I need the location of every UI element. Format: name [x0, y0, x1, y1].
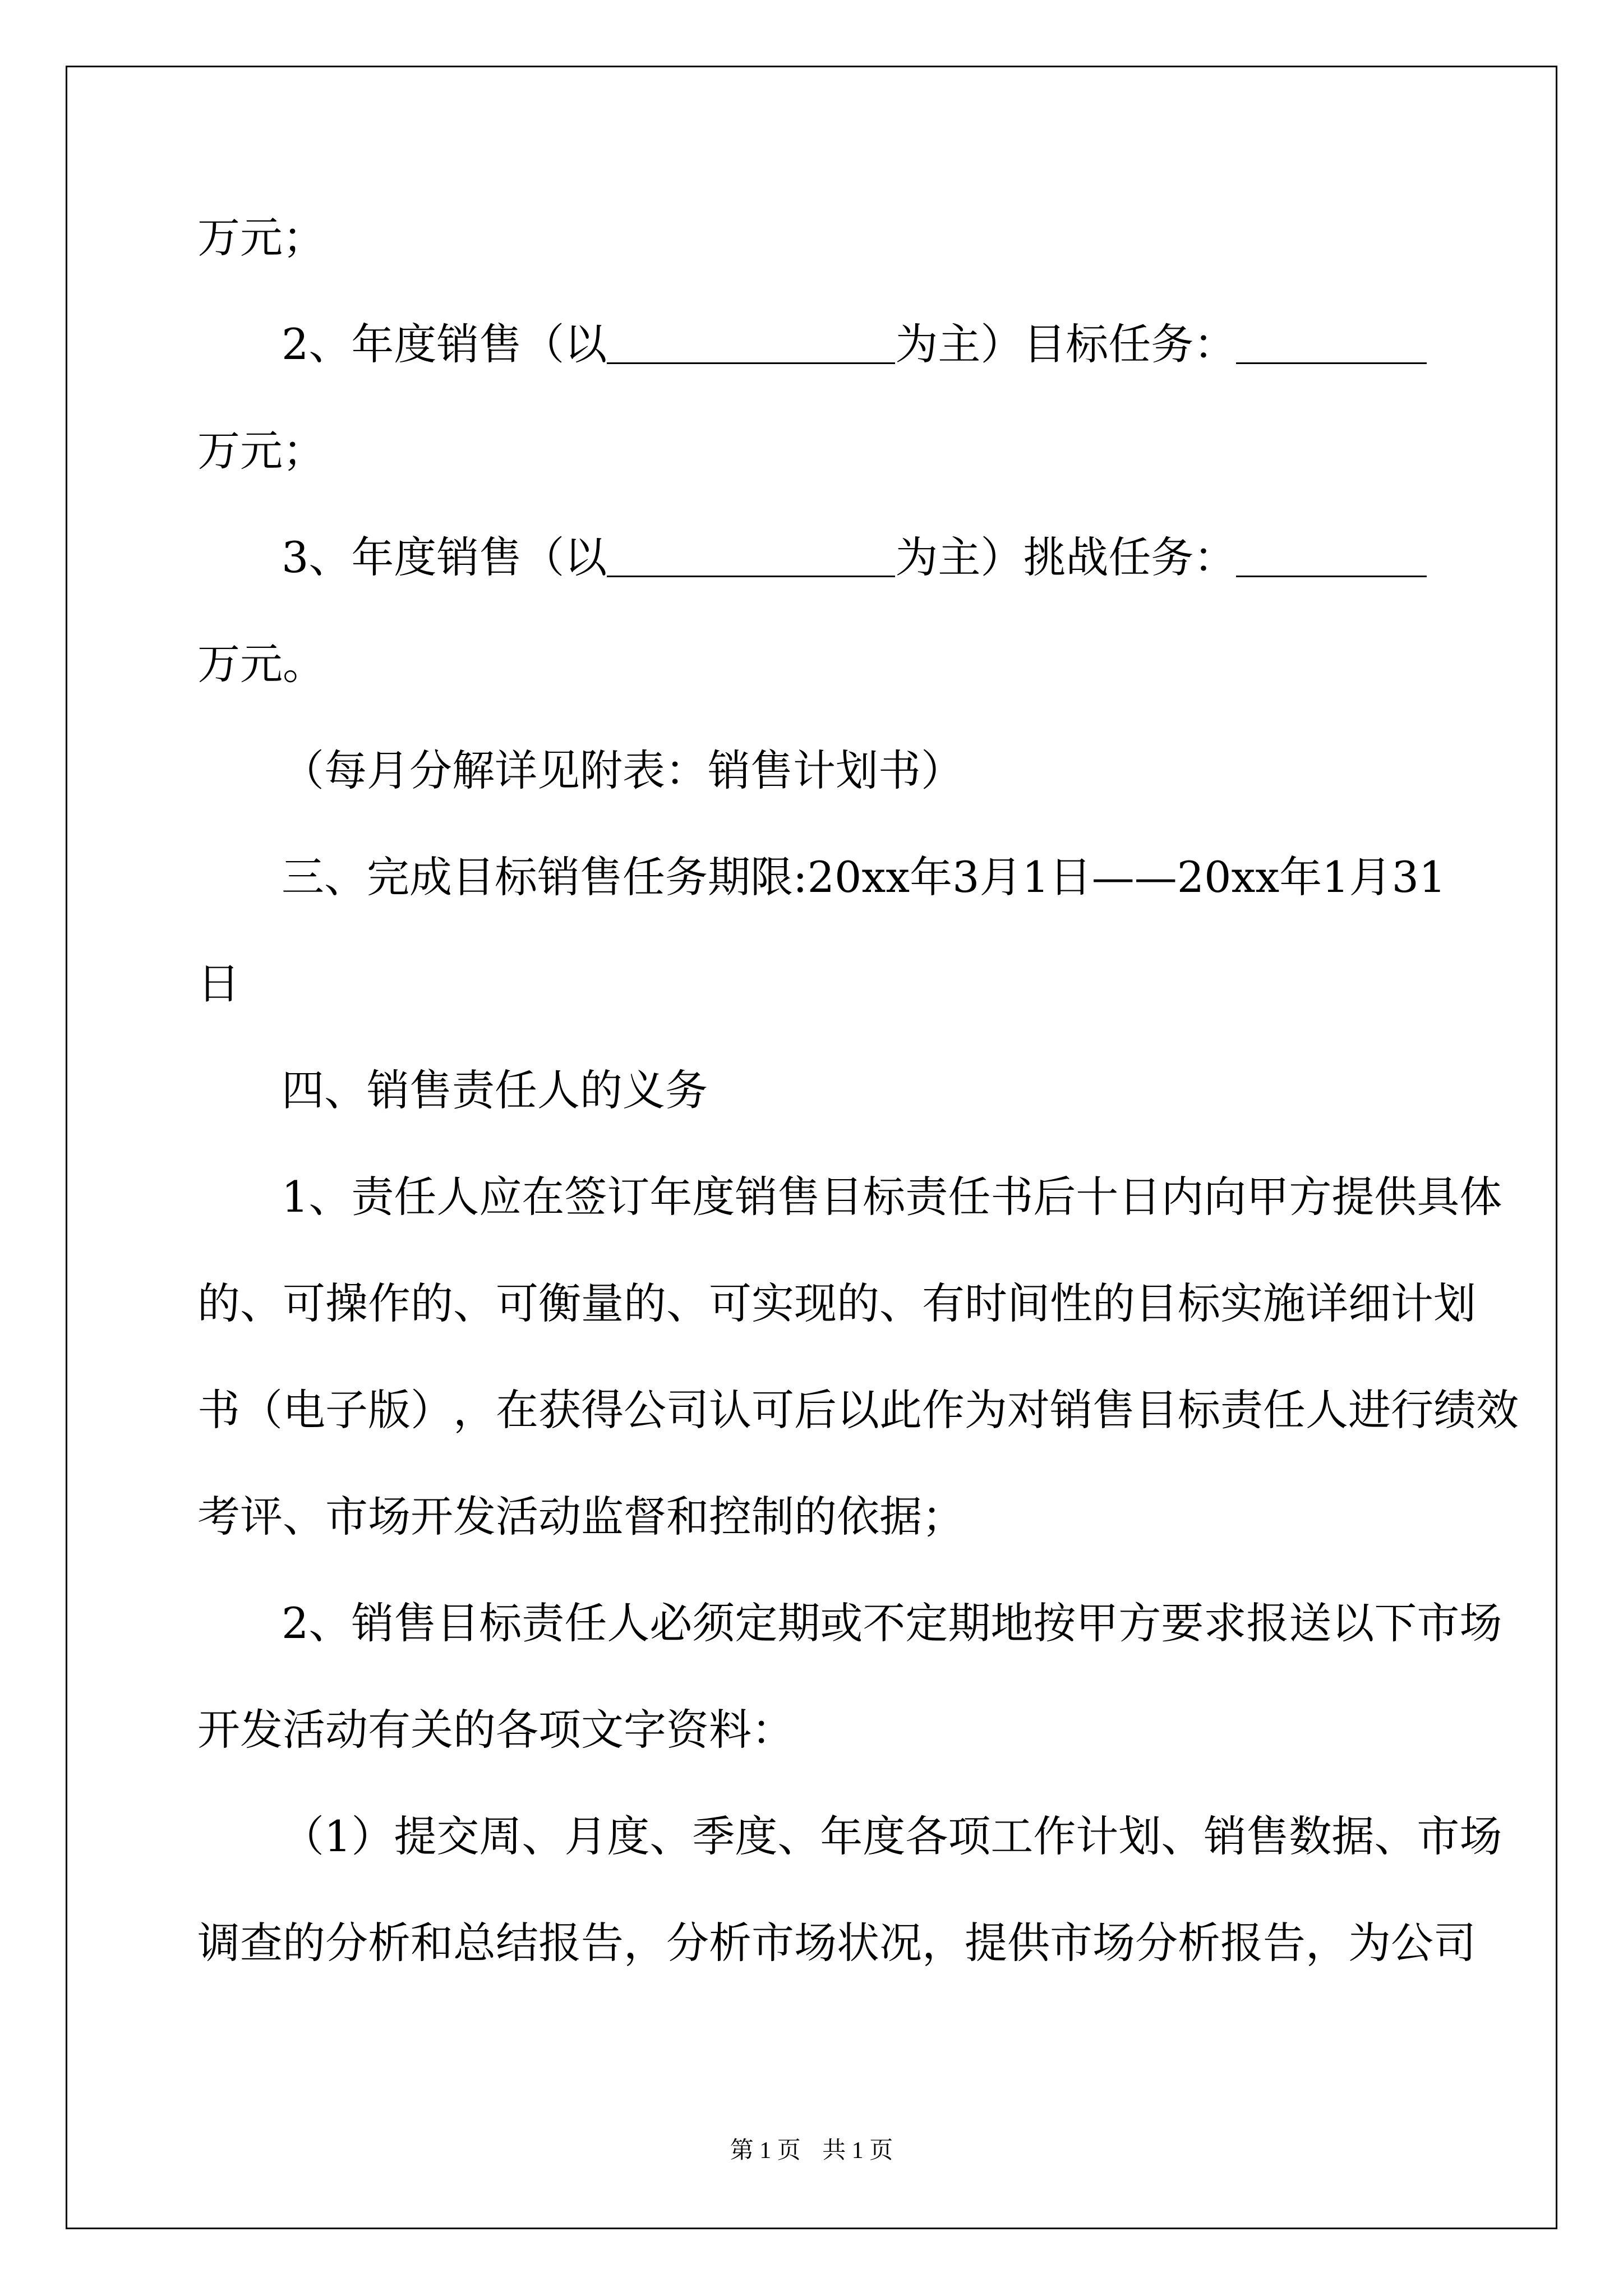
text-char: 报: [538, 1918, 581, 1968]
text-char: 告: [1263, 1918, 1306, 1968]
fill-in-blank-field[interactable]: [1236, 323, 1427, 364]
text-char: 提: [394, 1811, 437, 1861]
text-char: 报: [1220, 1918, 1263, 1968]
text-char: x: [1255, 852, 1280, 902]
text-segment: 万元；: [197, 213, 325, 263]
text-char: 效: [1476, 1385, 1519, 1435]
text-char: 市: [1417, 1811, 1460, 1861]
text-char: 的: [411, 1278, 453, 1328]
text-char: 结: [496, 1918, 538, 1968]
text-segment: 四、销售责任人的义务: [282, 1065, 708, 1115]
text-char: 销: [1204, 1811, 1247, 1861]
text-char: 售: [777, 1172, 820, 1222]
text-char: 版: [368, 1385, 411, 1435]
text-line: [197, 639, 1427, 749]
text-char: 1: [282, 1172, 309, 1222]
text-char: 送: [1289, 1598, 1332, 1648]
text-char: 要: [1161, 1598, 1204, 1648]
text-char: 市: [1050, 1918, 1092, 1968]
text-char: 、: [240, 1278, 283, 1328]
text-line: [197, 746, 1427, 856]
text-char: 期: [708, 852, 750, 902]
text-char: 成: [409, 852, 452, 902]
text-char: 析: [368, 1918, 411, 1968]
document-body: [197, 213, 1519, 2028]
text-char: 状: [837, 1918, 879, 1968]
text-char: x: [861, 852, 886, 902]
text-char: 年: [1279, 852, 1322, 902]
text-char: 责: [351, 1172, 394, 1222]
text-char: 细: [1348, 1278, 1391, 1328]
text-char: :: [793, 852, 808, 902]
text-char: 据: [1331, 1811, 1375, 1861]
text-char: ，: [922, 1918, 965, 1968]
text-char: 任: [1263, 1385, 1306, 1435]
text-char: 量: [581, 1278, 624, 1328]
text-char: 书: [990, 1172, 1034, 1222]
text-char: 2: [282, 1598, 309, 1648]
text-char: 向: [1204, 1172, 1247, 1222]
text-segment: 开发活动有关的各项文字资料：: [197, 1705, 794, 1755]
text-char: 电: [283, 1385, 325, 1435]
text-char: 三: [282, 852, 324, 902]
text-char: 提: [965, 1918, 1007, 1968]
text-segment: 考评、市场开发活动监督和控制的依据；: [197, 1492, 965, 1542]
fill-in-blank-field[interactable]: [607, 536, 895, 577]
text-char: 售: [1092, 1385, 1135, 1435]
text-char: 的: [837, 1278, 879, 1328]
text-char: 工: [990, 1811, 1034, 1861]
text-line: [197, 319, 1427, 430]
text-char: 度: [692, 1172, 735, 1222]
text-char: 、: [649, 1811, 693, 1861]
text-char: 市: [751, 1918, 794, 1968]
text-char: ）: [411, 1385, 453, 1435]
text-char: —: [1091, 852, 1135, 902]
text-line: [197, 1278, 1476, 1389]
text-char: 日: [1118, 1172, 1161, 1222]
text-char: 计: [1076, 1811, 1119, 1861]
text-char: 人: [1306, 1385, 1348, 1435]
text-line: [197, 1065, 1427, 1176]
text-char: 须: [692, 1598, 735, 1648]
text-char: 3: [1391, 852, 1419, 902]
text-line: [197, 959, 1427, 1069]
text-char: ，: [1306, 1918, 1348, 1968]
text-char: 有: [922, 1278, 965, 1328]
text-char: 查: [240, 1918, 283, 1968]
text-char: 调: [197, 1918, 240, 1968]
text-char: 1: [1322, 852, 1349, 902]
text-char: 分: [666, 1918, 709, 1968]
text-char: 书: [197, 1385, 240, 1435]
text-char: 销: [351, 1598, 394, 1648]
text-char: 体: [1459, 1172, 1502, 1222]
text-char: x: [886, 852, 910, 902]
text-char: 子: [325, 1385, 368, 1435]
text-char: 2: [807, 852, 834, 902]
text-char: 施: [1263, 1278, 1306, 1328]
text-line: [197, 1918, 1476, 2028]
text-char: 为: [1348, 1918, 1391, 1968]
text-char: 、: [308, 1598, 352, 1648]
text-char: —: [1134, 852, 1177, 902]
text-char: ，: [624, 1918, 666, 1968]
text-char: 目: [820, 1172, 863, 1222]
text-char: 可: [751, 1385, 794, 1435]
text-char: 计: [1391, 1278, 1433, 1328]
text-char: 绩: [1433, 1385, 1476, 1435]
text-segment: （每月分解详见附表：销售计划书）: [282, 746, 963, 795]
text-char: 对: [1007, 1385, 1050, 1435]
text-line: [197, 1811, 1502, 1922]
text-char: 人: [436, 1172, 479, 1222]
text-char: （: [282, 1811, 324, 1861]
text-char: 、: [453, 1278, 496, 1328]
text-char: 、: [324, 852, 367, 902]
text-char: 十: [1076, 1172, 1119, 1222]
text-char: 在: [522, 1172, 565, 1222]
text-char: 市: [1417, 1598, 1460, 1648]
text-segment: 2、年度销售（以: [282, 319, 607, 369]
text-line: [197, 1385, 1519, 1496]
text-char: 甲: [1246, 1172, 1289, 1222]
text-line: [197, 1492, 1427, 1602]
text-char: 年: [649, 1172, 693, 1222]
text-char: 销: [1050, 1385, 1092, 1435]
fill-in-blank-field[interactable]: [607, 323, 895, 364]
text-char: 任: [623, 852, 665, 902]
text-char: 务: [665, 852, 708, 902]
text-char: 场: [1459, 1598, 1502, 1648]
text-char: 1: [1418, 852, 1446, 902]
text-char: 方: [1289, 1172, 1332, 1222]
text-char: 目: [436, 1598, 479, 1648]
text-char: 目: [1135, 1385, 1178, 1435]
text-char: 供: [1007, 1918, 1050, 1968]
text-char: 度: [863, 1811, 906, 1861]
text-char: 可: [709, 1278, 751, 1328]
text-char: 公: [1391, 1918, 1433, 1968]
text-char: 定: [735, 1598, 778, 1648]
text-char: x: [1231, 852, 1256, 902]
text-char: 场: [794, 1918, 837, 1968]
text-char: 目: [452, 852, 495, 902]
fill-in-blank-field[interactable]: [1236, 536, 1427, 577]
text-char: 月: [1349, 852, 1392, 902]
text-char: 责: [905, 1172, 948, 1222]
text-char: 分: [1135, 1918, 1178, 1968]
text-char: 报: [1246, 1598, 1289, 1648]
text-char: 此: [879, 1385, 922, 1435]
text-char: 内: [1161, 1172, 1204, 1222]
text-char: 和: [411, 1918, 453, 1968]
text-char: 获: [538, 1385, 581, 1435]
text-char: 销: [735, 1172, 778, 1222]
text-char: 季: [692, 1811, 735, 1861]
text-char: 行: [1391, 1385, 1433, 1435]
text-char: 完: [367, 852, 409, 902]
text-char: 3: [952, 852, 980, 902]
text-line: [197, 532, 1427, 643]
text-char: 任: [948, 1172, 991, 1222]
text-char: 作: [922, 1385, 965, 1435]
text-char: 后: [1033, 1172, 1076, 1222]
text-char: 标: [863, 1172, 906, 1222]
text-char: 公: [624, 1385, 666, 1435]
text-char: 人: [607, 1598, 650, 1648]
text-char: 况: [879, 1918, 922, 1968]
text-char: 期: [948, 1598, 991, 1648]
text-char: 供: [1374, 1172, 1417, 1222]
text-char: 周: [479, 1811, 522, 1861]
text-char: 可: [496, 1278, 538, 1328]
text-char: 、: [1161, 1811, 1204, 1861]
text-char: 的: [283, 1918, 325, 1968]
text-char: ）: [351, 1811, 394, 1861]
text-char: 、: [666, 1278, 709, 1328]
text-char: 必: [649, 1598, 693, 1648]
text-char: 的: [624, 1278, 666, 1328]
text-char: 告: [581, 1918, 624, 1968]
text-char: 后: [794, 1385, 837, 1435]
text-char: 任: [564, 1598, 607, 1648]
text-char: 的: [1092, 1278, 1135, 1328]
text-char: 、: [1374, 1811, 1417, 1861]
text-char: 标: [1178, 1278, 1220, 1328]
text-char: 年: [910, 852, 953, 902]
text-segment: 万元；: [197, 426, 325, 476]
text-char: 衡: [538, 1278, 581, 1328]
text-char: 标: [479, 1598, 522, 1648]
text-char: 销: [537, 852, 580, 902]
text-char: 售: [394, 1598, 437, 1648]
text-char: 在: [496, 1385, 538, 1435]
text-char: 司: [666, 1385, 709, 1435]
text-char: 度: [735, 1811, 778, 1861]
text-char: 求: [1204, 1598, 1247, 1648]
text-char: 1: [1022, 852, 1049, 902]
text-char: 2: [1177, 852, 1205, 902]
text-char: 售: [1246, 1811, 1289, 1861]
text-char: 0: [834, 852, 862, 902]
text-char: 、: [522, 1811, 565, 1861]
text-char: 订: [607, 1172, 650, 1222]
text-char: 期: [777, 1598, 820, 1648]
text-char: 析: [709, 1918, 751, 1968]
text-char: 月: [564, 1811, 607, 1861]
text-char: 日: [1049, 852, 1092, 902]
text-char: 析: [1178, 1918, 1220, 1968]
text-segment: 3、年度销售（以: [282, 532, 607, 582]
text-char: ，: [453, 1385, 496, 1435]
text-segment: 日: [197, 959, 240, 1009]
text-char: 定: [905, 1598, 948, 1648]
text-char: 1: [324, 1811, 352, 1861]
text-char: 度: [607, 1811, 650, 1861]
text-char: 目: [1135, 1278, 1178, 1328]
text-char: 进: [1348, 1385, 1391, 1435]
text-char: 时: [965, 1278, 1007, 1328]
text-line: [197, 1172, 1502, 1282]
text-char: 项: [948, 1811, 991, 1861]
page-footer: [0, 2132, 1623, 2165]
text-char: 操: [325, 1278, 368, 1328]
text-char: 场: [1092, 1918, 1135, 1968]
text-line: [197, 1705, 1427, 1815]
text-char: 详: [1306, 1278, 1348, 1328]
text-char: 月: [979, 852, 1022, 902]
text-char: 为: [965, 1385, 1007, 1435]
text-char: 以: [837, 1385, 879, 1435]
text-char: 签: [564, 1172, 607, 1222]
text-char: 0: [1204, 852, 1232, 902]
text-char: 责: [1220, 1385, 1263, 1435]
text-segment: 万元。: [197, 639, 325, 689]
text-line: [197, 426, 1427, 536]
text-char: 具: [1417, 1172, 1460, 1222]
current-page-indicator: 第 1 页: [730, 2138, 801, 2164]
total-pages-indicator: 共 1 页: [822, 2138, 893, 2164]
text-char: 标: [1178, 1385, 1220, 1435]
text-char: 间: [1007, 1278, 1050, 1328]
text-char: 司: [1433, 1918, 1476, 1968]
text-char: 可: [283, 1278, 325, 1328]
text-char: 、: [777, 1811, 820, 1861]
text-char: 现: [794, 1278, 837, 1328]
text-char: 的: [197, 1278, 240, 1328]
text-char: 场: [1459, 1811, 1502, 1861]
text-char: 方: [1118, 1598, 1161, 1648]
text-char: 按: [1033, 1598, 1076, 1648]
text-char: 或: [820, 1598, 863, 1648]
text-char: 任: [394, 1172, 437, 1222]
text-char: 不: [863, 1598, 906, 1648]
text-char: 认: [709, 1385, 751, 1435]
text-line: [197, 1598, 1502, 1709]
text-char: 以: [1331, 1598, 1375, 1648]
text-line: [197, 852, 1446, 963]
text-char: 、: [879, 1278, 922, 1328]
text-char: 实: [1220, 1278, 1263, 1328]
text-segment: 为主）挑战任务：: [895, 532, 1237, 582]
text-char: 年: [820, 1811, 863, 1861]
text-char: 交: [436, 1811, 479, 1861]
text-char: 标: [495, 852, 537, 902]
text-char: 地: [990, 1598, 1034, 1648]
text-char: 数: [1289, 1811, 1332, 1861]
text-char: 提: [1331, 1172, 1375, 1222]
text-char: 得: [581, 1385, 624, 1435]
text-char: 甲: [1076, 1598, 1119, 1648]
text-char: 应: [479, 1172, 522, 1222]
text-char: 下: [1374, 1598, 1417, 1648]
text-char: 分: [325, 1918, 368, 1968]
text-char: 、: [308, 1172, 352, 1222]
text-char: 作: [368, 1278, 411, 1328]
text-char: 性: [1050, 1278, 1092, 1328]
text-char: 各: [905, 1811, 948, 1861]
text-segment: 为主）目标任务：: [895, 319, 1237, 369]
text-char: 售: [580, 852, 623, 902]
text-char: 作: [1033, 1811, 1076, 1861]
text-char: （: [240, 1385, 283, 1435]
text-char: 责: [522, 1598, 565, 1648]
text-line: [197, 213, 1427, 323]
text-char: 实: [751, 1278, 794, 1328]
text-char: 限: [750, 852, 793, 902]
text-char: 划: [1433, 1278, 1476, 1328]
text-char: 划: [1118, 1811, 1161, 1861]
text-char: 总: [453, 1918, 496, 1968]
